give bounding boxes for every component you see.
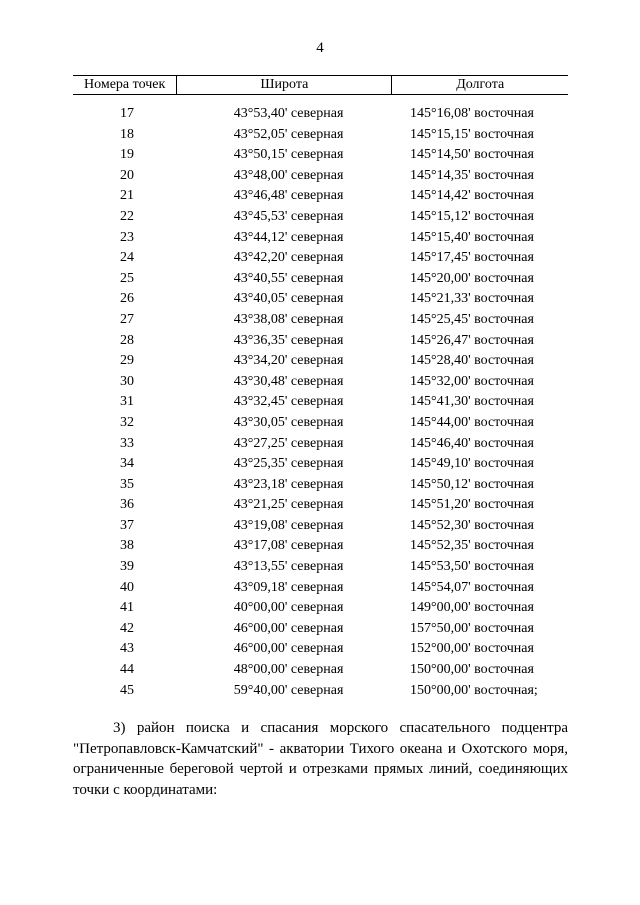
table-row: [73, 434, 568, 455]
table-row: [73, 639, 568, 660]
point-number-cell: 27: [120, 311, 134, 327]
latitude-cell: 43°17,08' северная: [233, 538, 344, 554]
table-row: [73, 495, 568, 516]
point-number-cell: 22: [120, 208, 134, 224]
latitude-cell: 43°34,20' северная: [233, 353, 344, 369]
point-number-cell: 29: [120, 353, 134, 369]
point-number-cell: 28: [120, 332, 134, 348]
longitude-cell: 145°41,30' восточная: [409, 394, 534, 410]
longitude-cell: 145°46,40' восточная: [409, 435, 534, 451]
latitude-cell: 43°42,20' северная: [233, 250, 344, 266]
point-number-cell: 30: [120, 373, 134, 389]
table-row: [73, 619, 568, 640]
table-row: [73, 660, 568, 681]
table-header-row: [73, 76, 568, 95]
table-row: [73, 516, 568, 537]
point-number-cell: 37: [120, 517, 134, 533]
longitude-cell: 145°51,20' восточная: [409, 497, 534, 513]
longitude-cell: 145°25,45' восточная: [409, 311, 534, 327]
latitude-cell: 43°44,12' северная: [233, 229, 344, 245]
coordinates-table: [73, 75, 568, 701]
point-number-cell: 18: [120, 126, 134, 142]
longitude-cell: 145°15,12' восточная: [409, 208, 534, 224]
header-longitude: Долгота: [392, 76, 568, 95]
latitude-cell: 43°38,08' северная: [233, 311, 344, 327]
table-row: [73, 475, 568, 496]
latitude-cell: 43°27,25' северная: [233, 435, 344, 451]
point-number-cell: 17: [120, 106, 134, 121]
table-row: [73, 413, 568, 434]
table-row: [73, 578, 568, 599]
header-point-numbers: Номера точек: [73, 76, 177, 95]
longitude-cell: 145°15,15' восточная: [409, 126, 534, 142]
latitude-cell: 40°00,00' северная: [233, 600, 344, 616]
latitude-cell: 43°46,48' северная: [233, 188, 344, 204]
latitude-cell: 43°21,25' северная: [233, 497, 344, 513]
longitude-cell: 145°53,50' восточная: [409, 559, 534, 575]
point-number-cell: 24: [120, 250, 134, 266]
table-body: [73, 95, 568, 702]
latitude-cell: 46°00,00' северная: [233, 620, 344, 636]
table-row: [73, 536, 568, 557]
point-number-cell: 36: [120, 497, 134, 513]
longitude-cell: 145°14,42' восточная: [409, 188, 534, 204]
point-number-cell: 39: [120, 559, 134, 575]
point-number-cell: 20: [120, 167, 134, 183]
latitude-cell: 43°36,35' северная: [233, 332, 344, 348]
latitude-cell: 43°53,40' северная: [233, 106, 344, 121]
longitude-cell: 145°32,00' восточная: [409, 373, 534, 389]
body-paragraph: 3) район поиска и спасания морского спасательного подцентра "Петропавловск-Камчатский" - акватории Тихого океана и Охотского моря, ограниченные береговой чертой и отрезками прямых линий, соединяющих точки с координатами:: [73, 720, 568, 798]
point-number-cell: 33: [120, 435, 134, 451]
page-number: 4: [316, 40, 324, 56]
longitude-cell: 145°50,12' восточная: [409, 476, 534, 492]
latitude-cell: 43°30,48' северная: [233, 373, 344, 389]
point-number-cell: 35: [120, 476, 134, 492]
latitude-cell: 43°50,15' северная: [233, 147, 344, 163]
longitude-cell: 150°00,00' восточная: [409, 662, 534, 678]
table-row: [73, 145, 568, 166]
table-row: [73, 557, 568, 578]
point-number-cell: 19: [120, 147, 134, 163]
point-number-cell: 44: [120, 662, 134, 678]
point-number-cell: 45: [120, 682, 134, 698]
point-number-cell: 38: [120, 538, 134, 554]
latitude-cell: 43°13,55' северная: [233, 559, 344, 575]
table-row: [73, 392, 568, 413]
point-number-cell: 40: [120, 579, 134, 595]
longitude-cell: 145°20,00' восточная: [409, 270, 534, 286]
table-row: [73, 372, 568, 393]
point-number-cell: 31: [120, 394, 134, 410]
longitude-cell: 145°14,50' восточная: [409, 147, 534, 163]
latitude-cell: 59°40,00' северная: [233, 682, 344, 698]
point-number-cell: 26: [120, 291, 134, 307]
latitude-cell: 43°25,35' северная: [233, 456, 344, 472]
table-row: [73, 207, 568, 228]
table-row: [73, 331, 568, 352]
table-row: [73, 269, 568, 290]
table-row: [73, 186, 568, 207]
latitude-cell: 48°00,00' северная: [233, 662, 344, 678]
table-row: [73, 454, 568, 475]
table-row: [73, 125, 568, 146]
longitude-cell: 145°54,07' восточная: [409, 579, 534, 595]
longitude-cell: 145°14,35' восточная: [409, 167, 534, 183]
longitude-cell: 145°17,45' восточная: [409, 250, 534, 266]
point-number-cell: 43: [120, 641, 134, 657]
table-row: [73, 310, 568, 331]
longitude-cell: 149°00,00' восточная: [409, 600, 534, 616]
point-number-cell: 42: [120, 620, 134, 636]
latitude-cell: 43°19,08' северная: [233, 517, 344, 533]
table-row: [73, 289, 568, 310]
latitude-cell: 43°09,18' северная: [233, 579, 344, 595]
table-row: [73, 351, 568, 372]
latitude-cell: 43°40,55' северная: [233, 270, 344, 286]
point-number-cell: 34: [120, 456, 134, 472]
table-row: [73, 95, 568, 125]
longitude-cell: 145°44,00' восточная: [409, 414, 534, 430]
table-row: [73, 166, 568, 187]
point-number-cell: 41: [120, 600, 134, 616]
latitude-cell: 43°48,00' северная: [233, 167, 344, 183]
table-row: [73, 248, 568, 269]
header-latitude: Широта: [177, 76, 392, 95]
table-row: [73, 681, 568, 702]
longitude-cell: 145°16,08' восточная: [409, 106, 534, 121]
latitude-cell: 43°30,05' северная: [233, 414, 344, 430]
point-number-cell: 21: [120, 188, 134, 204]
longitude-cell: 145°15,40' восточная: [409, 229, 534, 245]
table-row: [73, 598, 568, 619]
longitude-cell: 157°50,00' восточная: [409, 620, 534, 636]
latitude-cell: 46°00,00' северная: [233, 641, 344, 657]
latitude-cell: 43°32,45' северная: [233, 394, 344, 410]
longitude-cell: 150°00,00' восточная;: [409, 682, 538, 698]
point-number-cell: 32: [120, 414, 134, 430]
latitude-cell: 43°52,05' северная: [233, 126, 344, 142]
longitude-cell: 145°28,40' восточная: [409, 353, 534, 369]
longitude-cell: 152°00,00' восточная: [409, 641, 534, 657]
point-number-cell: 25: [120, 270, 134, 286]
table-row: [73, 228, 568, 249]
longitude-cell: 145°52,35' восточная: [409, 538, 534, 554]
longitude-cell: 145°52,30' восточная: [409, 517, 534, 533]
longitude-cell: 145°21,33' восточная: [409, 291, 534, 307]
point-number-cell: 23: [120, 229, 134, 245]
latitude-cell: 43°40,05' северная: [233, 291, 344, 307]
longitude-cell: 145°49,10' восточная: [409, 456, 534, 472]
latitude-cell: 43°23,18' северная: [233, 476, 344, 492]
longitude-cell: 145°26,47' восточная: [409, 332, 534, 348]
latitude-cell: 43°45,53' северная: [233, 208, 344, 224]
